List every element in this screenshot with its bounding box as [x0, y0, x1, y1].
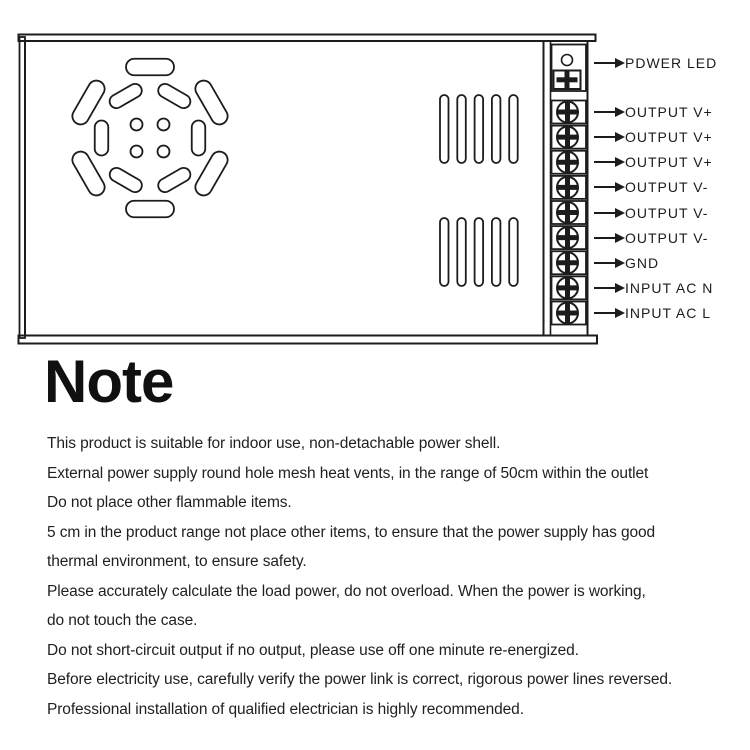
fan-center-hole — [131, 119, 143, 131]
arrow-right-icon — [594, 111, 616, 113]
terminal-label: OUTPUT V- — [625, 229, 709, 246]
terminal-label-row — [594, 178, 708, 196]
note-heading: Note — [44, 348, 174, 415]
fan-grille-slot — [192, 121, 206, 156]
vent-slot — [457, 95, 466, 163]
fan-grille-slot — [107, 81, 144, 110]
note-line: 5 cm in the product range not place other items, to ensure that the power supply has good — [47, 523, 656, 541]
arrow-right-icon — [594, 186, 616, 188]
vent-slot — [440, 95, 449, 163]
terminal-label-row — [594, 103, 713, 121]
terminal-label: OUTPUT V+ — [625, 104, 713, 120]
fan-center-hole — [158, 146, 170, 158]
arrow-right-icon — [594, 212, 616, 214]
vent-slot — [475, 218, 484, 286]
terminal-label: OUTPUT V+ — [625, 129, 713, 146]
screw-cross-v — [565, 278, 570, 298]
vent-slot — [475, 95, 484, 163]
arrow-right-icon — [594, 161, 616, 163]
adjust-cross-v — [565, 71, 570, 88]
screw-cross-v — [565, 228, 570, 248]
arrow-right-icon — [594, 262, 616, 264]
fan-grille-slot — [156, 81, 193, 110]
fan-grille-slot — [95, 121, 109, 156]
terminal-label-row — [594, 229, 708, 247]
terminal-label: PDWER LED — [625, 55, 718, 71]
screw-cross-v — [565, 253, 570, 273]
terminal-label-row — [594, 153, 713, 171]
arrow-right-icon — [594, 237, 616, 239]
fan-center-hole — [131, 146, 143, 158]
fan-grille-slot — [156, 165, 193, 194]
terminal-label-row — [594, 304, 711, 322]
terminal-label: OUTPUT V- — [625, 179, 709, 196]
terminal-label-row — [594, 279, 713, 297]
arrow-right-icon — [594, 312, 616, 314]
note-line: Do not place other flammable items. — [47, 494, 292, 511]
terminal-label-row — [594, 128, 713, 146]
arrow-right-icon — [594, 136, 616, 138]
fan-grille-slot — [107, 165, 144, 194]
note-line: Before electricity use, carefully verify the power link is correct, rigorous power lines reversed. — [47, 671, 673, 688]
screw-cross-v — [565, 102, 570, 122]
vent-slot — [492, 95, 501, 163]
note-line: thermal environment, to ensure safety. — [47, 553, 307, 570]
screw-cross-v — [565, 203, 570, 223]
fan-center-hole — [158, 119, 170, 131]
vent-slot — [509, 218, 518, 286]
arrow-right-icon — [594, 62, 616, 64]
terminal-label: INPUT AC N — [625, 279, 714, 296]
note-line: Professional installation of qualified electrician is highly recommended. — [47, 700, 524, 718]
note-line: Do not short-circuit output if no output, please use off one minute re-energized. — [47, 641, 579, 659]
fan-grille-slot — [126, 201, 174, 218]
vent-slot — [492, 218, 501, 286]
note-line: do not touch the case. — [47, 612, 198, 629]
terminal-label: INPUT AC L — [625, 305, 711, 321]
vent-slot — [509, 95, 518, 163]
vent-slot — [440, 218, 449, 286]
terminal-label: OUTPUT V- — [625, 204, 709, 221]
note-body — [47, 429, 737, 724]
power-supply-diagram — [0, 0, 750, 355]
note-line: External power supply round hole mesh heat vents, in the range of 50cm within the outlet — [47, 464, 649, 482]
screw-cross-v — [565, 152, 570, 172]
fan-grille-slot — [126, 59, 174, 76]
terminal-label-row — [594, 254, 659, 272]
power-led-indicator — [562, 55, 573, 66]
case-bottom-flange — [19, 336, 598, 344]
screw-cross-v — [565, 127, 570, 147]
vent-slot — [457, 218, 466, 286]
screw-cross-v — [565, 177, 570, 197]
terminal-label-row — [594, 54, 717, 72]
terminal-label: GND — [625, 254, 660, 271]
screw-cross-v — [565, 303, 570, 323]
terminal-label: OUTPUT V+ — [625, 154, 713, 171]
terminal-label-row — [594, 204, 708, 222]
note-line: Please accurately calculate the load power, do not overload. When the power is working, — [47, 582, 646, 600]
note-line: This product is suitable for indoor use, non-detachable power shell. — [47, 435, 501, 452]
arrow-right-icon — [594, 287, 616, 289]
